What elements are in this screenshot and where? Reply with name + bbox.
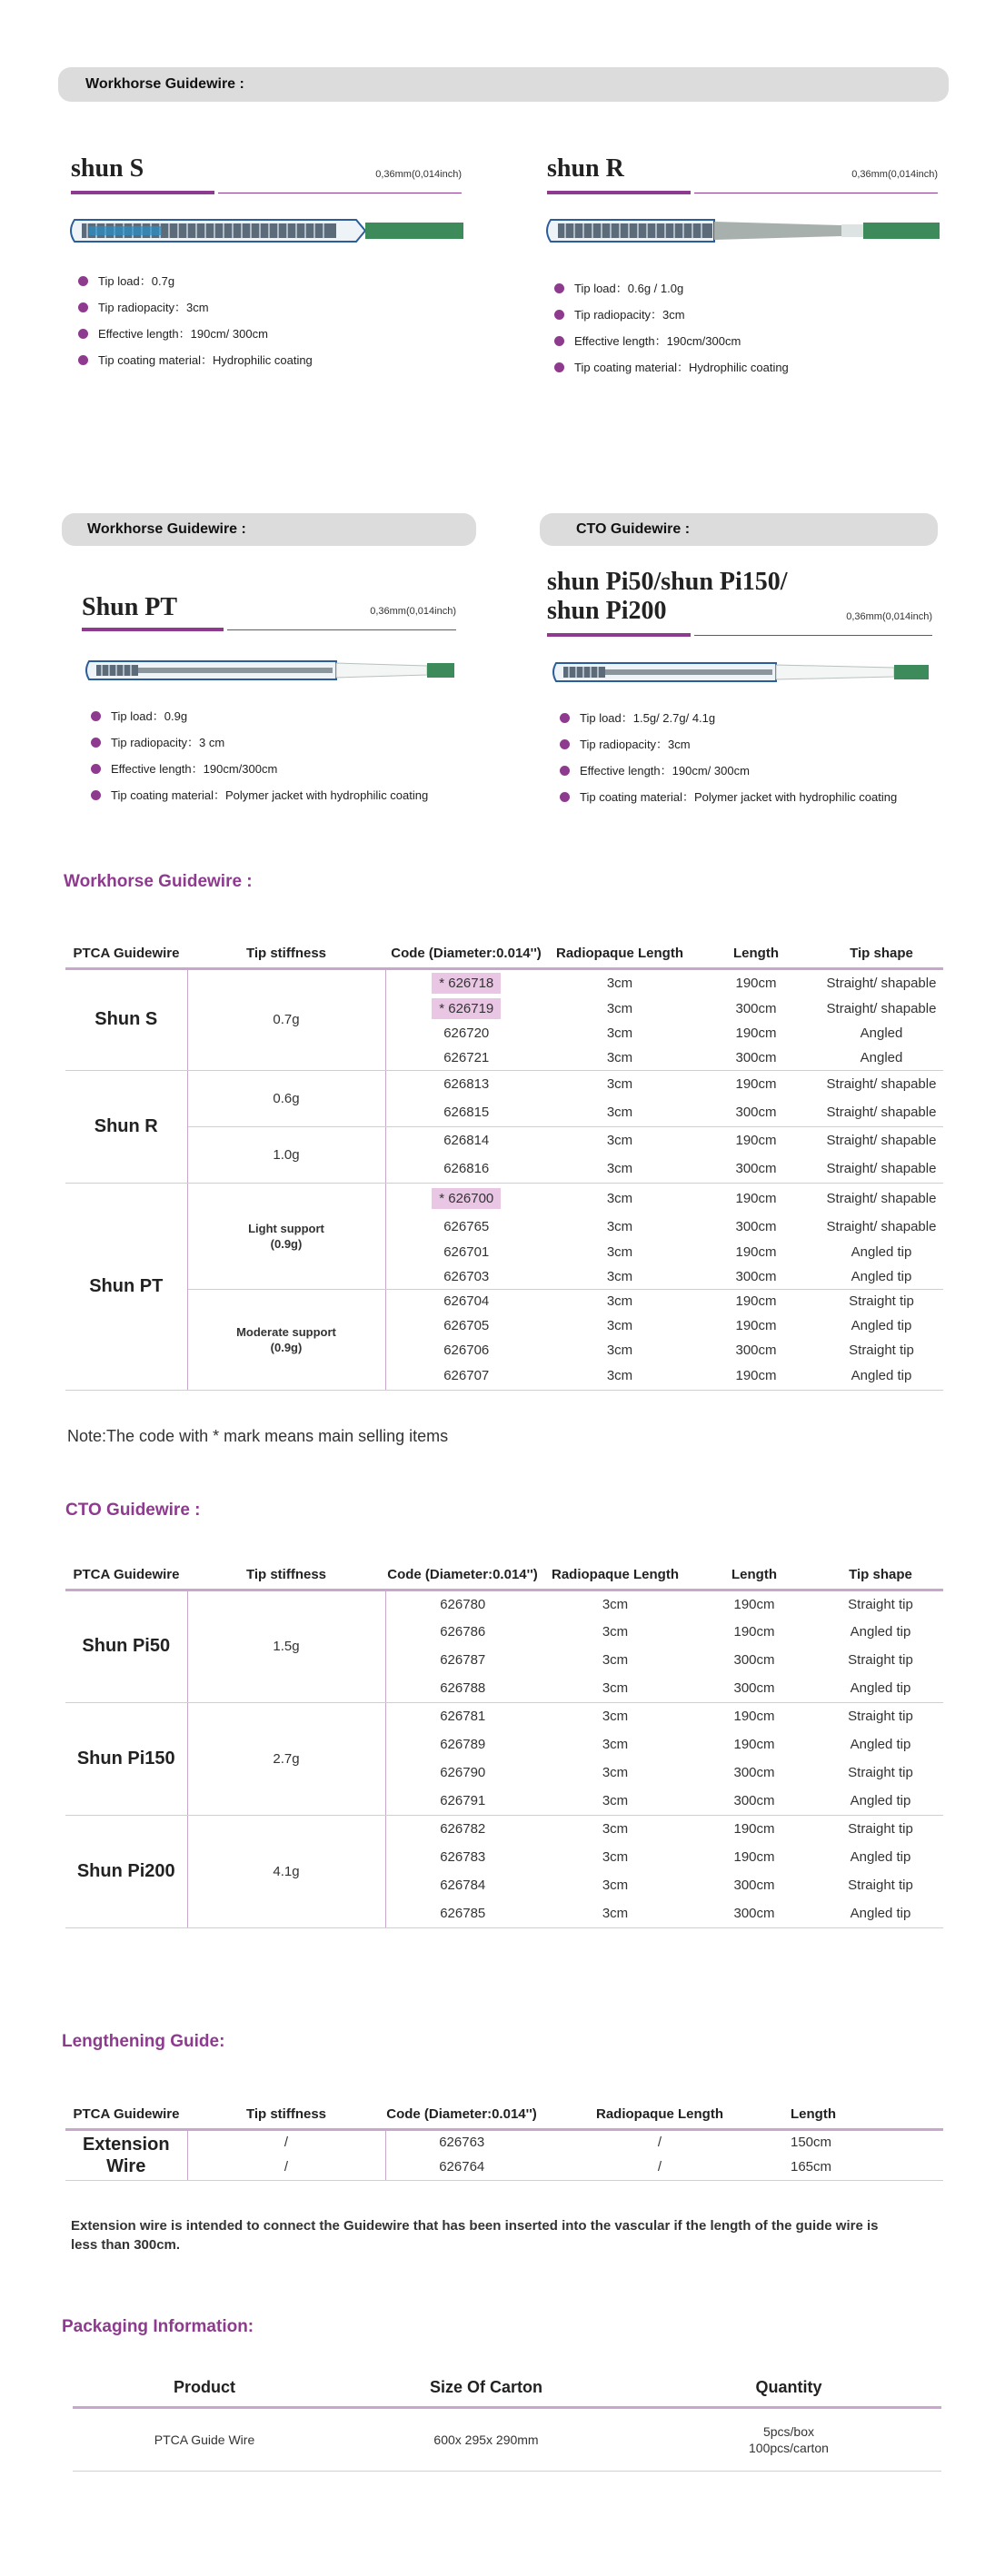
product-diameter: 0,36mm(0,014inch) <box>375 169 462 180</box>
length: 190cm <box>735 1244 777 1260</box>
radiopaque: 3cm <box>540 1787 691 1815</box>
spec-item: Tip radiopacity：3cm <box>554 306 789 332</box>
spec-item: Tip radiopacity：3cm <box>560 736 897 762</box>
radiopaque: 3cm <box>606 1318 633 1333</box>
spec-list <box>78 272 313 378</box>
table-row <box>73 2407 941 2471</box>
radiopaque: 3cm <box>547 1045 692 1070</box>
radiopaque: 3cm <box>606 1219 633 1234</box>
code: 626764 <box>385 2155 538 2180</box>
guidewire-name: Extension Wire <box>65 2129 187 2180</box>
length: 300cm <box>733 1878 775 1893</box>
header-guidewire: PTCA Guidewire <box>65 2086 187 2129</box>
tip-shape: Straight tip <box>849 1293 914 1310</box>
main-selling-note: Note:The code with * mark means main selling items <box>67 1427 449 1445</box>
carton-size: 600x 295x 290mm <box>336 2407 636 2471</box>
spec-list <box>560 709 897 815</box>
length: 300cm <box>692 1264 820 1289</box>
code: 626707 <box>385 1362 547 1390</box>
table-row <box>65 1702 943 1730</box>
product: PTCA Guide Wire <box>73 2407 336 2471</box>
radiopaque: 3cm <box>602 1652 629 1668</box>
guidewire-name: Shun S <box>65 968 187 1070</box>
spec-list <box>91 708 428 813</box>
header-length: Length <box>692 925 820 968</box>
radiopaque: 3cm <box>606 1025 633 1041</box>
guidewire-r-image <box>542 214 943 247</box>
code: 626786 <box>440 1624 486 1640</box>
header-tip-shape: Tip shape <box>818 1546 943 1590</box>
cto-label-mid: CTO Guidewire : <box>540 513 938 546</box>
code: 626705 <box>443 1318 490 1333</box>
radiopaque: 3cm <box>606 1190 633 1206</box>
tip-shape: Angled tip <box>818 1787 943 1815</box>
length: 300cm <box>691 1674 818 1702</box>
radiopaque: 3cm <box>606 1076 633 1093</box>
product-shun-s <box>71 154 462 391</box>
extension-note: Extension wire is intended to connect the Guidewire that has been inserted into the vascular if the length of the guide wire is less than 300cm. <box>71 2218 879 2253</box>
tip-shape: Angled tip <box>851 1318 912 1333</box>
radiopaque: 3cm <box>547 1098 692 1126</box>
code-highlighted: * 626718 <box>432 973 501 994</box>
tip-stiffness: 1.5g <box>187 1590 385 1702</box>
radiopaque: 3cm <box>606 1244 633 1260</box>
tip-stiffness: Moderate support (0.9g) <box>187 1289 385 1390</box>
workhorse-label-mid: Workhorse Guidewire : <box>62 513 476 546</box>
tip-shape: Straight tip <box>848 1878 913 1893</box>
quantity: 5pcs/box 100pcs/carton <box>636 2407 941 2471</box>
workhorse-table <box>65 925 943 1391</box>
length: 190cm <box>735 975 777 991</box>
product-name: shun R <box>547 154 624 183</box>
spec-item: Tip load：0.7g <box>78 272 313 299</box>
code: 626782 <box>440 1821 486 1838</box>
guidewire-s-image <box>65 214 467 247</box>
spec-item: Tip load：1.5g/ 2.7g/ 4.1g <box>560 709 897 736</box>
radiopaque: 3cm <box>602 1765 629 1780</box>
table-row <box>65 1183 943 1214</box>
code: 626765 <box>443 1219 490 1234</box>
product-name: shun S <box>71 154 144 183</box>
length: 300cm <box>733 1652 775 1668</box>
spec-item: Tip coating material：Polymer jacket with hydrophilic coating <box>560 788 897 815</box>
code: 626783 <box>440 1849 486 1865</box>
tip-shape: Straight/ shapable <box>826 1219 937 1234</box>
length: 190cm <box>735 1133 777 1149</box>
tip-stiffness: 0.7g <box>187 968 385 1070</box>
code: 626789 <box>440 1737 486 1752</box>
tip-stiffness: / <box>187 2155 385 2180</box>
header-carton: Size Of Carton <box>336 2363 636 2407</box>
length: 300cm <box>692 1154 820 1183</box>
workhorse-table-title: Workhorse Guidewire : <box>64 872 253 891</box>
code: 626787 <box>440 1652 486 1668</box>
length: 300cm <box>691 1787 818 1815</box>
product-name-line2: shun Pi200 <box>547 597 667 626</box>
tip-shape: Straight/ shapable <box>820 1154 943 1183</box>
tip-shape: Straight tip <box>848 1596 913 1612</box>
spec-item: Effective length：190cm/300cm <box>554 332 789 359</box>
guidewire-name: Shun PT <box>65 1183 187 1390</box>
tip-shape: Angled <box>820 1045 943 1070</box>
radiopaque: 3cm <box>606 1001 633 1016</box>
header-quantity: Quantity <box>636 2363 941 2407</box>
length: 300cm <box>735 1219 777 1234</box>
cto-table-title: CTO Guidewire : <box>65 1501 201 1520</box>
guidewire-name: Shun R <box>65 1070 187 1183</box>
code: 626780 <box>440 1596 486 1612</box>
length: 190cm <box>735 1318 777 1333</box>
length: 190cm <box>733 1596 775 1612</box>
table-row <box>65 1126 943 1154</box>
packaging-table <box>73 2363 941 2472</box>
tip-shape: Straight tip <box>848 1765 913 1780</box>
code: 626816 <box>385 1154 547 1183</box>
header-radiopaque: Radiopaque Length <box>538 2086 781 2129</box>
header-code: Code (Diameter:0.014'') <box>385 925 547 968</box>
tip-shape: Straight tip <box>848 1652 913 1668</box>
guidewire-name: Shun Pi150 <box>65 1702 187 1815</box>
radiopaque: 3cm <box>602 1737 629 1752</box>
radiopaque: / <box>538 2155 781 2180</box>
radiopaque: 3cm <box>602 1878 629 1893</box>
tip-shape: Straight/ shapable <box>820 1098 943 1126</box>
table-row <box>65 1289 943 1313</box>
header-product: Product <box>73 2363 336 2407</box>
code-highlighted: * 626719 <box>432 998 501 1019</box>
code: 626813 <box>443 1076 490 1093</box>
tip-shape: Straight/ shapable <box>826 1133 937 1149</box>
tip-shape: Angled tip <box>820 1264 943 1289</box>
length: 300cm <box>735 1001 777 1016</box>
tip-shape: Angled tip <box>850 1737 911 1752</box>
tip-stiffness: Light support (0.9g) <box>187 1183 385 1289</box>
tip-shape: Straight/ shapable <box>826 1001 937 1016</box>
length: 300cm <box>691 1899 818 1927</box>
code: 626763 <box>439 2135 485 2151</box>
code: 626791 <box>385 1787 540 1815</box>
code: 626815 <box>385 1098 547 1126</box>
tip-stiffness: 2.7g <box>187 1702 385 1815</box>
spec-item: Tip load：0.9g <box>91 708 428 734</box>
product-diameter: 0,36mm(0,014inch) <box>370 606 456 617</box>
tip-shape: Angled <box>860 1025 903 1041</box>
tip-shape: Angled tip <box>818 1899 943 1927</box>
code: 626721 <box>385 1045 547 1070</box>
length: 190cm <box>735 1293 777 1310</box>
header-radiopaque: Radiopaque Length <box>540 1546 691 1590</box>
radiopaque: 3cm <box>540 1899 691 1927</box>
table-row <box>65 968 943 996</box>
tip-shape: Straight tip <box>848 1821 913 1838</box>
code: 626785 <box>385 1899 540 1927</box>
product-diameter: 0,36mm(0,014inch) <box>846 611 932 622</box>
length: 190cm <box>692 1362 820 1390</box>
code: 626788 <box>385 1674 540 1702</box>
spec-list <box>554 280 789 385</box>
length: 300cm <box>735 1342 777 1358</box>
product-name: Shun PT <box>82 593 178 621</box>
length: 165cm <box>781 2155 943 2180</box>
header-tip-shape: Tip shape <box>820 925 943 968</box>
code-highlighted: * 626700 <box>432 1188 501 1209</box>
tip-stiffness: 1.0g <box>187 1126 385 1183</box>
radiopaque: 3cm <box>606 1342 633 1358</box>
tip-shape: Straight/ shapable <box>826 1190 937 1206</box>
code: 626703 <box>385 1264 547 1289</box>
workhorse-label-top: Workhorse Guidewire : <box>58 67 949 102</box>
radiopaque: 3cm <box>602 1709 629 1725</box>
code: 626706 <box>443 1342 490 1358</box>
tip-shape: Straight tip <box>849 1342 914 1358</box>
spec-item: Tip load：0.6g / 1.0g <box>554 280 789 306</box>
length: 300cm <box>733 1765 775 1780</box>
product-shun-pt <box>82 593 456 811</box>
length: 300cm <box>692 1045 820 1070</box>
length: 190cm <box>733 1709 775 1725</box>
code: 626701 <box>443 1244 490 1260</box>
length: 190cm <box>733 1821 775 1838</box>
radiopaque: / <box>657 2135 662 2151</box>
header-code: Code (Diameter:0.014'') <box>385 2086 538 2129</box>
header-stiffness: Tip stiffness <box>187 2086 385 2129</box>
spec-item: Effective length：190cm/ 300cm <box>560 762 897 788</box>
table-row <box>65 1815 943 1843</box>
header-stiffness: Tip stiffness <box>187 925 385 968</box>
length: 190cm <box>735 1076 777 1093</box>
radiopaque: 3cm <box>540 1674 691 1702</box>
spec-item: Tip coating material：Hydrophilic coating <box>554 359 789 385</box>
tip-stiffness: / <box>187 2129 385 2155</box>
radiopaque: 3cm <box>547 1362 692 1390</box>
length: 190cm <box>735 1190 777 1206</box>
length: 300cm <box>692 1098 820 1126</box>
guidewire-name: Shun Pi200 <box>65 1815 187 1927</box>
tip-shape: Angled tip <box>850 1624 911 1640</box>
tip-shape: Angled tip <box>820 1362 943 1390</box>
header-length: Length <box>691 1546 818 1590</box>
tip-stiffness: 0.6g <box>187 1070 385 1126</box>
radiopaque: 3cm <box>606 1133 633 1149</box>
spec-item: Effective length：190cm/ 300cm <box>78 325 313 352</box>
code: 626720 <box>443 1025 490 1041</box>
radiopaque: 3cm <box>602 1624 629 1640</box>
packaging-title: Packaging Information: <box>62 2317 254 2336</box>
cto-table <box>65 1546 943 1928</box>
product-diameter: 0,36mm(0,014inch) <box>851 169 938 180</box>
radiopaque: 3cm <box>606 975 633 991</box>
code: 626781 <box>440 1709 486 1725</box>
tip-shape: Angled tip <box>851 1244 912 1260</box>
length: 190cm <box>733 1849 775 1865</box>
tip-shape: Straight/ shapable <box>826 1076 937 1093</box>
tip-shape: Straight/ shapable <box>826 975 937 991</box>
length: 190cm <box>733 1624 775 1640</box>
header-length: Length <box>781 2086 943 2129</box>
tip-shape: Angled tip <box>818 1674 943 1702</box>
table-row <box>65 1590 943 1618</box>
product-shun-pi <box>547 568 932 813</box>
header-code: Code (Diameter:0.014'') <box>385 1546 540 1590</box>
radiopaque: 3cm <box>606 1293 633 1310</box>
spec-item: Tip coating material：Polymer jacket with hydrophilic coating <box>91 787 428 813</box>
radiopaque: 3cm <box>602 1821 629 1838</box>
tip-shape: Angled tip <box>850 1849 911 1865</box>
table-row <box>65 2129 943 2155</box>
guidewire-pt-image <box>82 657 456 684</box>
code: 626704 <box>443 1293 490 1310</box>
tip-shape: Straight tip <box>848 1709 913 1725</box>
code: 626790 <box>440 1765 486 1780</box>
tip-stiffness: 4.1g <box>187 1815 385 1927</box>
product-shun-r <box>547 154 938 391</box>
length: 150cm <box>791 2135 832 2151</box>
lengthening-title: Lengthening Guide: <box>62 2032 225 2051</box>
radiopaque: 3cm <box>547 1264 692 1289</box>
lengthening-table <box>65 2086 943 2181</box>
length: 190cm <box>735 1025 777 1041</box>
header-stiffness: Tip stiffness <box>187 1546 385 1590</box>
table-row <box>65 1070 943 1098</box>
spec-item: Tip radiopacity：3 cm <box>91 734 428 760</box>
spec-item: Tip coating material：Hydrophilic coating <box>78 352 313 378</box>
guidewire-name: Shun Pi50 <box>65 1590 187 1702</box>
code: 626784 <box>440 1878 486 1893</box>
code: 626814 <box>443 1133 490 1149</box>
header-guidewire: PTCA Guidewire <box>65 1546 187 1590</box>
header-guidewire: PTCA Guidewire <box>65 925 187 968</box>
header-radiopaque: Radiopaque Length <box>547 925 692 968</box>
table-row <box>65 2155 943 2180</box>
length: 190cm <box>733 1737 775 1752</box>
spec-item: Tip radiopacity：3cm <box>78 299 313 325</box>
radiopaque: 3cm <box>602 1849 629 1865</box>
product-name-line1: shun Pi50/shun Pi150/ <box>547 568 788 596</box>
radiopaque: 3cm <box>602 1596 629 1612</box>
guidewire-pi-image <box>549 659 930 686</box>
radiopaque: 3cm <box>547 1154 692 1183</box>
spec-item: Effective length：190cm/300cm <box>91 760 428 787</box>
